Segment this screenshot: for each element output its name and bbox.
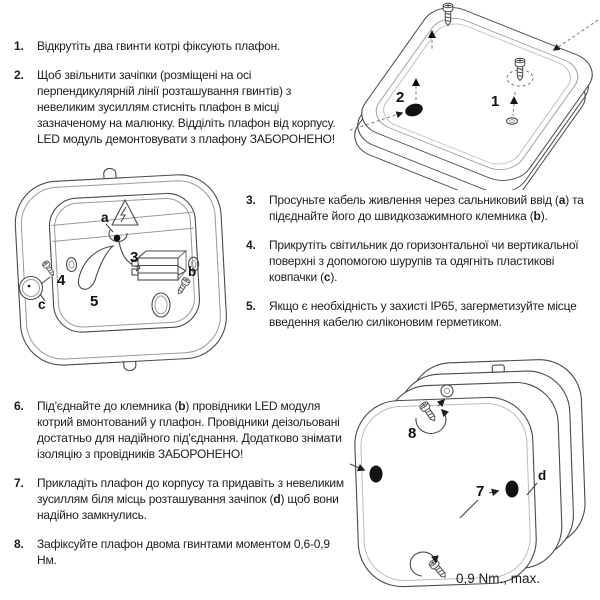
step-number: 7. bbox=[14, 476, 24, 490]
step-text: Під'єднайте до клемника (b) провідники LED модуля котрий вмонтований у плафон. Провідники деізольовані достатньо для надійного під'єднання. Додатково знімати ізоляцію з провідників ЗАБОРОНЕНО! bbox=[37, 399, 342, 461]
step-item bbox=[14, 475, 346, 523]
screw-boss bbox=[441, 385, 453, 397]
figure-label-d: d bbox=[538, 468, 547, 483]
step-text: Прикрутіть світильник до горизонтальної чи вертикальної поверхні з допомогою шурупів та одягніть пластикові ковпачки (c). bbox=[269, 238, 579, 284]
figure-diffuser-assembly bbox=[348, 352, 600, 600]
figure-label-1: 1 bbox=[491, 93, 500, 110]
step-number: 2. bbox=[14, 68, 24, 82]
steps-section-3-5 bbox=[246, 192, 596, 330]
figure-label-7: 7 bbox=[476, 483, 485, 500]
figure-label-3: 3 bbox=[130, 249, 139, 266]
figure-label-4: 4 bbox=[57, 272, 66, 289]
pointer-arrow bbox=[554, 20, 598, 50]
figure-label-b: b bbox=[188, 264, 197, 279]
step-text: Щоб звільнити зачіпки (розміщені на осі перпендикулярній лінії розташування гвинтів) з невеликим зусиллям стисніть плафон в місці зазначеному на малюнку. Відділіть плафон від корпусу. LED модуль демонтовувати з плафону ЗАБОРОНЕНО! bbox=[37, 68, 336, 146]
figure-luminaire-top-view bbox=[348, 0, 600, 190]
figure-label-c: c bbox=[38, 297, 46, 312]
figure-label-2: 2 bbox=[396, 89, 405, 106]
step-text: Якщо є необхідність у захисті IP65, загерметизуйте місце введення кабелю силіконовим герметиком. bbox=[269, 299, 577, 329]
mounting-tab bbox=[104, 168, 117, 179]
step-item bbox=[14, 67, 336, 147]
steps-section-6-8 bbox=[14, 398, 346, 568]
step-text: Просуньте кабель живлення через сальниковий ввід (a) та підєднайте його до швидкозажимного клемника (b). bbox=[269, 193, 584, 223]
housing-frame-illustration bbox=[13, 163, 229, 377]
step-number: 4. bbox=[246, 238, 256, 252]
steps-section-1-2 bbox=[14, 38, 336, 147]
step-text: Прикладіть плафон до корпусу та придавіть з невеликим зусиллям біля місць розташування зачіпок (d) щоб вони надійно замкнулись. bbox=[37, 476, 344, 522]
step-number: 6. bbox=[14, 399, 24, 413]
step-item bbox=[246, 192, 596, 224]
step-number: 5. bbox=[246, 299, 256, 313]
torque-note: 0,9 Nm., max. bbox=[456, 571, 541, 586]
step-text: Зафіксуйте плафон двома гвинтами моментом 0,6-0,9 Нм. bbox=[37, 537, 330, 567]
step-item bbox=[14, 38, 336, 54]
step-item bbox=[246, 237, 596, 285]
figure-housing-back-view bbox=[0, 158, 248, 393]
mounting-tab bbox=[492, 365, 504, 372]
luminaire-body-illustration bbox=[348, 0, 600, 190]
step-text: Відкрутіть два гвинти котрі фіксують плафон. bbox=[37, 39, 281, 53]
figure-label-a: a bbox=[101, 210, 109, 225]
figure-label-8: 8 bbox=[408, 425, 417, 442]
step-item bbox=[14, 398, 346, 462]
mounting-tab bbox=[124, 361, 136, 371]
step-item bbox=[14, 536, 346, 568]
step-number: 8. bbox=[14, 537, 24, 551]
step-number: 1. bbox=[14, 39, 24, 53]
assembly-layers-illustration bbox=[352, 358, 588, 588]
clip-press-point bbox=[506, 481, 519, 498]
clip-press-point bbox=[370, 466, 383, 483]
step-item bbox=[246, 298, 596, 330]
step-number: 3. bbox=[246, 193, 256, 207]
figure-label-5: 5 bbox=[90, 293, 99, 310]
